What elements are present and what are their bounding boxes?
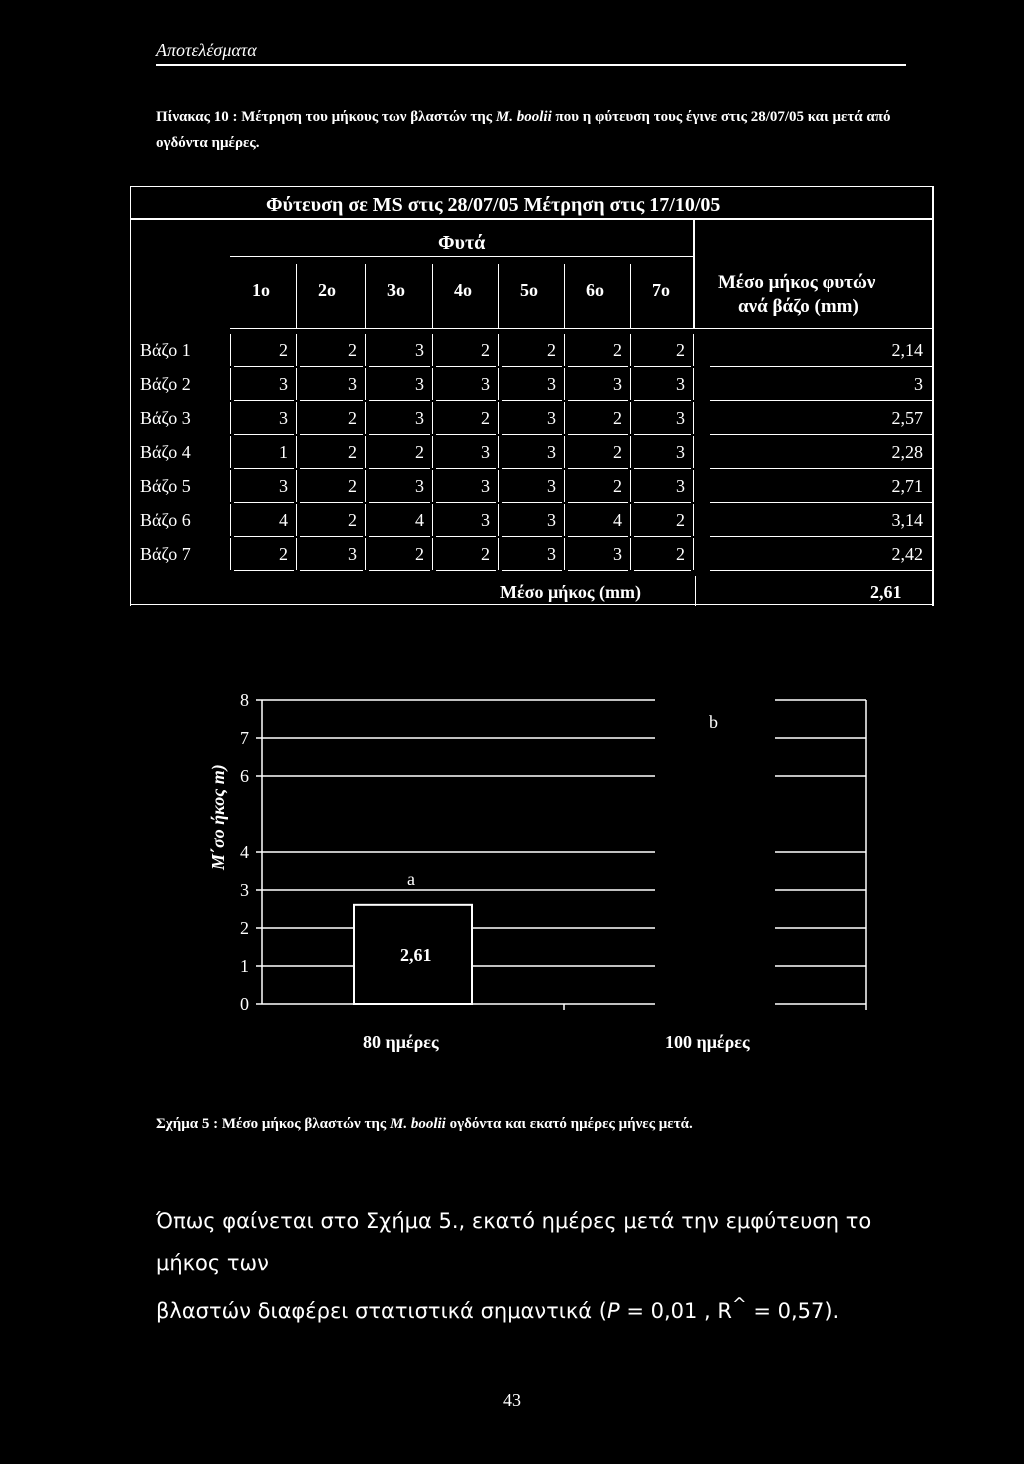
table-cell: 2 (481, 544, 490, 564)
header-column-rule (630, 264, 631, 328)
table-cell: 2 (481, 408, 490, 428)
cell-underline (634, 570, 691, 571)
mean-underline (710, 400, 932, 401)
mean-header-line1: Μέσο μήκος φυτών (718, 272, 876, 293)
cell-underline (436, 536, 496, 537)
cell-underline (234, 366, 294, 367)
mean-underline (710, 570, 932, 571)
figure-caption (156, 1116, 693, 1133)
y-tick-label: 8 (240, 690, 249, 710)
y-tick-label: 7 (240, 728, 249, 748)
table-cell: 3 (547, 374, 556, 394)
y-tick-label: 4 (240, 842, 249, 862)
section-header: Αποτελέσματα (156, 40, 257, 60)
cell-underline (436, 570, 496, 571)
cell-rule (693, 504, 694, 536)
table-cell: 4 (415, 510, 424, 530)
row-label: Βάζο 1 (140, 340, 191, 360)
table-cell: 3 (279, 476, 288, 496)
group-header-underline (230, 256, 693, 257)
mean-underline (710, 502, 932, 503)
cell-underline (568, 468, 628, 469)
row-label: Βάζο 3 (140, 408, 191, 428)
cell-underline (369, 468, 430, 469)
cell-underline (502, 366, 562, 367)
header-column-rule (693, 264, 694, 328)
table-cell: 2 (415, 442, 424, 462)
table-cell: 3 (348, 544, 357, 564)
mean-header-line2: ανά βάζο (mm) (738, 296, 859, 317)
y-tick-label: 1 (240, 956, 249, 976)
cell-underline (436, 468, 496, 469)
cell-rule (693, 470, 694, 502)
cell-underline (234, 502, 294, 503)
cell-underline (369, 570, 430, 571)
cell-rule (693, 436, 694, 468)
cell-underline (568, 502, 628, 503)
title-underline (130, 218, 934, 220)
table-cell: 3 (676, 476, 685, 496)
table-cell: 4 (279, 510, 288, 530)
cell-underline (300, 502, 363, 503)
table-cell: 2 (279, 340, 288, 360)
cell-underline (502, 468, 562, 469)
cell-underline (300, 400, 363, 401)
table-bottom-border (130, 604, 934, 605)
table-right-border (932, 186, 934, 606)
row-mean: 3 (914, 374, 923, 394)
y-tick-label: 3 (240, 880, 249, 900)
row-label: Βάζο 6 (140, 510, 191, 530)
table-cell: 2 (481, 340, 490, 360)
cell-underline (634, 366, 691, 367)
cell-underline (436, 502, 496, 503)
y-tick-label: 0 (240, 994, 249, 1014)
body-paragraph (156, 1200, 916, 1332)
table-cell: 3 (279, 374, 288, 394)
row-mean: 2,57 (891, 408, 923, 428)
cell-underline (436, 400, 496, 401)
table-top-border (130, 186, 934, 187)
cell-underline (502, 502, 562, 503)
overall-mean-label: Μέσο μήκος (mm) (500, 582, 641, 602)
mean-underline (710, 536, 932, 537)
header-divider (156, 64, 906, 66)
bar (656, 700, 774, 1004)
cell-underline (234, 468, 294, 469)
measurement-table (130, 186, 934, 606)
table-cell: 3 (348, 374, 357, 394)
table-cell: 2 (676, 544, 685, 564)
cell-underline (502, 434, 562, 435)
table-cell: 2 (348, 340, 357, 360)
y-tick-label: 2 (240, 918, 249, 938)
mean-underline (710, 366, 932, 367)
column-header-2: 2ο (318, 280, 336, 300)
table-cell: 2 (676, 510, 685, 530)
table-cell: 2 (613, 442, 622, 462)
page-number: 43 (503, 1390, 521, 1410)
table-cell: 3 (481, 374, 490, 394)
figure-caption-prefix: Σχήμα 5 : Μέσο μήκος βλαστών της (156, 1116, 390, 1132)
cell-rule (693, 334, 694, 366)
column-header-1: 1ο (252, 280, 270, 300)
caret-mark: ^ (731, 1295, 747, 1315)
table-left-border (130, 186, 131, 606)
cell-rule (693, 538, 694, 570)
body-line-2-suffix: = 0,57). (746, 1299, 840, 1323)
cell-underline (300, 536, 363, 537)
table-cell: 1 (279, 442, 288, 462)
table-cell: 2 (348, 510, 357, 530)
cell-underline (634, 434, 691, 435)
cell-underline (300, 468, 363, 469)
table-cell: 2 (348, 408, 357, 428)
cell-underline (369, 366, 430, 367)
table-cell: 2 (613, 340, 622, 360)
cell-underline (634, 468, 691, 469)
table-cell: 3 (481, 510, 490, 530)
cell-underline (568, 536, 628, 537)
column-header-7: 7ο (652, 280, 670, 300)
chart-y-axis-label: Μ΄σο ήκος m) (208, 764, 228, 870)
cell-underline (369, 536, 430, 537)
row-mean: 2,14 (891, 340, 923, 360)
table-caption-suffix: που η φύτευση τους έγινε στις 28/07/05 και μετά από ογδόντα ημέρες. (156, 109, 891, 151)
cell-underline (502, 570, 562, 571)
cell-underline (436, 366, 496, 367)
table-cell: 3 (613, 374, 622, 394)
body-line-2-mid: = 0,01 , R (619, 1299, 732, 1323)
cell-underline (300, 570, 363, 571)
cell-underline (234, 570, 294, 571)
mean-underline (710, 468, 932, 469)
bar-value-label: 2,61 (400, 944, 432, 965)
table-cell: 2 (348, 476, 357, 496)
header-column-rule (498, 264, 499, 328)
x-tick-label: 100 ημέρες (665, 1032, 750, 1052)
table-title: Φύτευση σε MS στις 28/07/05 Μέτρηση στις 17/10/05 (266, 194, 721, 216)
cell-underline (634, 536, 691, 537)
table-cell: 3 (415, 408, 424, 428)
table-cell: 2 (279, 544, 288, 564)
row-mean: 2,71 (891, 476, 923, 496)
table-cell: 3 (415, 340, 424, 360)
table-cell: 2 (348, 442, 357, 462)
row-label: Βάζο 4 (140, 442, 191, 462)
overall-rule (695, 576, 696, 606)
figure-caption-suffix: ογδόντα και εκατό ημέρες μήνες μετά. (445, 1116, 693, 1132)
overall-mean-value: 2,61 (870, 582, 902, 602)
column-header-5: 5ο (520, 280, 538, 300)
cell-underline (369, 400, 430, 401)
table-cell: 3 (547, 544, 556, 564)
table-cell: 3 (481, 476, 490, 496)
plants-group-header: Φυτά (438, 232, 486, 254)
cell-underline (234, 434, 294, 435)
table-cell: 3 (415, 476, 424, 496)
cell-rule (693, 368, 694, 400)
row-mean: 3,14 (891, 510, 923, 530)
column-header-4: 4ο (454, 280, 472, 300)
header-column-rule (365, 264, 366, 328)
table-cell: 3 (547, 442, 556, 462)
significance-letter: b (709, 712, 718, 732)
table-cell: 3 (415, 374, 424, 394)
cell-underline (436, 434, 496, 435)
table-cell: 3 (547, 408, 556, 428)
row-label: Βάζο 5 (140, 476, 191, 496)
table-cell: 2 (613, 476, 622, 496)
table-cell: 3 (613, 544, 622, 564)
bar-chart (210, 680, 900, 1060)
table-cell: 3 (547, 510, 556, 530)
cell-underline (234, 536, 294, 537)
body-line-2-prefix: βλαστών διαφέρει στατιστικά σημαντικά ( (156, 1299, 607, 1323)
cell-underline (568, 570, 628, 571)
column-header-6: 6ο (586, 280, 604, 300)
cell-underline (502, 400, 562, 401)
cell-underline (568, 400, 628, 401)
table-cell: 2 (415, 544, 424, 564)
cell-underline (300, 366, 363, 367)
row-label: Βάζο 7 (140, 544, 191, 564)
cell-underline (634, 502, 691, 503)
row-mean: 2,42 (891, 544, 923, 564)
table-cell: 3 (676, 408, 685, 428)
cell-underline (634, 400, 691, 401)
column-header-3: 3ο (387, 280, 405, 300)
figure-caption-species: M. boolii (390, 1116, 446, 1132)
table-caption (156, 104, 906, 156)
header-column-rule (296, 264, 297, 328)
table-cell: 3 (676, 374, 685, 394)
header-column-rule (432, 264, 433, 328)
table-cell: 2 (676, 340, 685, 360)
header-column-rule (564, 264, 565, 328)
table-caption-species: M. boolii (495, 109, 552, 125)
row-label: Βάζο 2 (140, 374, 191, 394)
body-line-1: Όπως φαίνεται στο Σχήμα 5., εκατό ημέρες μετά την εμφύτευση το μήκος των (156, 1209, 872, 1275)
cell-underline (369, 434, 430, 435)
significance-letter: a (407, 868, 415, 889)
x-tick-label: 80 ημέρες (363, 1032, 439, 1052)
table-cell: 3 (481, 442, 490, 462)
chart-canvas (210, 680, 900, 1060)
body-line-2 (156, 1284, 916, 1332)
table-cell: 2 (613, 408, 622, 428)
table-cell: 3 (547, 476, 556, 496)
table-cell: 3 (279, 408, 288, 428)
header-bottom-rule (230, 328, 934, 329)
cell-underline (300, 434, 363, 435)
row-mean: 2,28 (891, 442, 923, 462)
y-tick-label: 6 (240, 766, 249, 786)
cell-rule (693, 402, 694, 434)
table-cell: 4 (613, 510, 622, 530)
cell-underline (234, 400, 294, 401)
cell-underline (369, 502, 430, 503)
table-caption-prefix: Πίνακας 10 : Μέτρηση του μήκους των βλαστών της (156, 109, 496, 125)
p-symbol: P (606, 1299, 620, 1323)
table-cell: 2 (547, 340, 556, 360)
cell-underline (568, 434, 628, 435)
cell-underline (568, 366, 628, 367)
mean-underline (710, 434, 932, 435)
cell-underline (502, 536, 562, 537)
table-cell: 3 (676, 442, 685, 462)
